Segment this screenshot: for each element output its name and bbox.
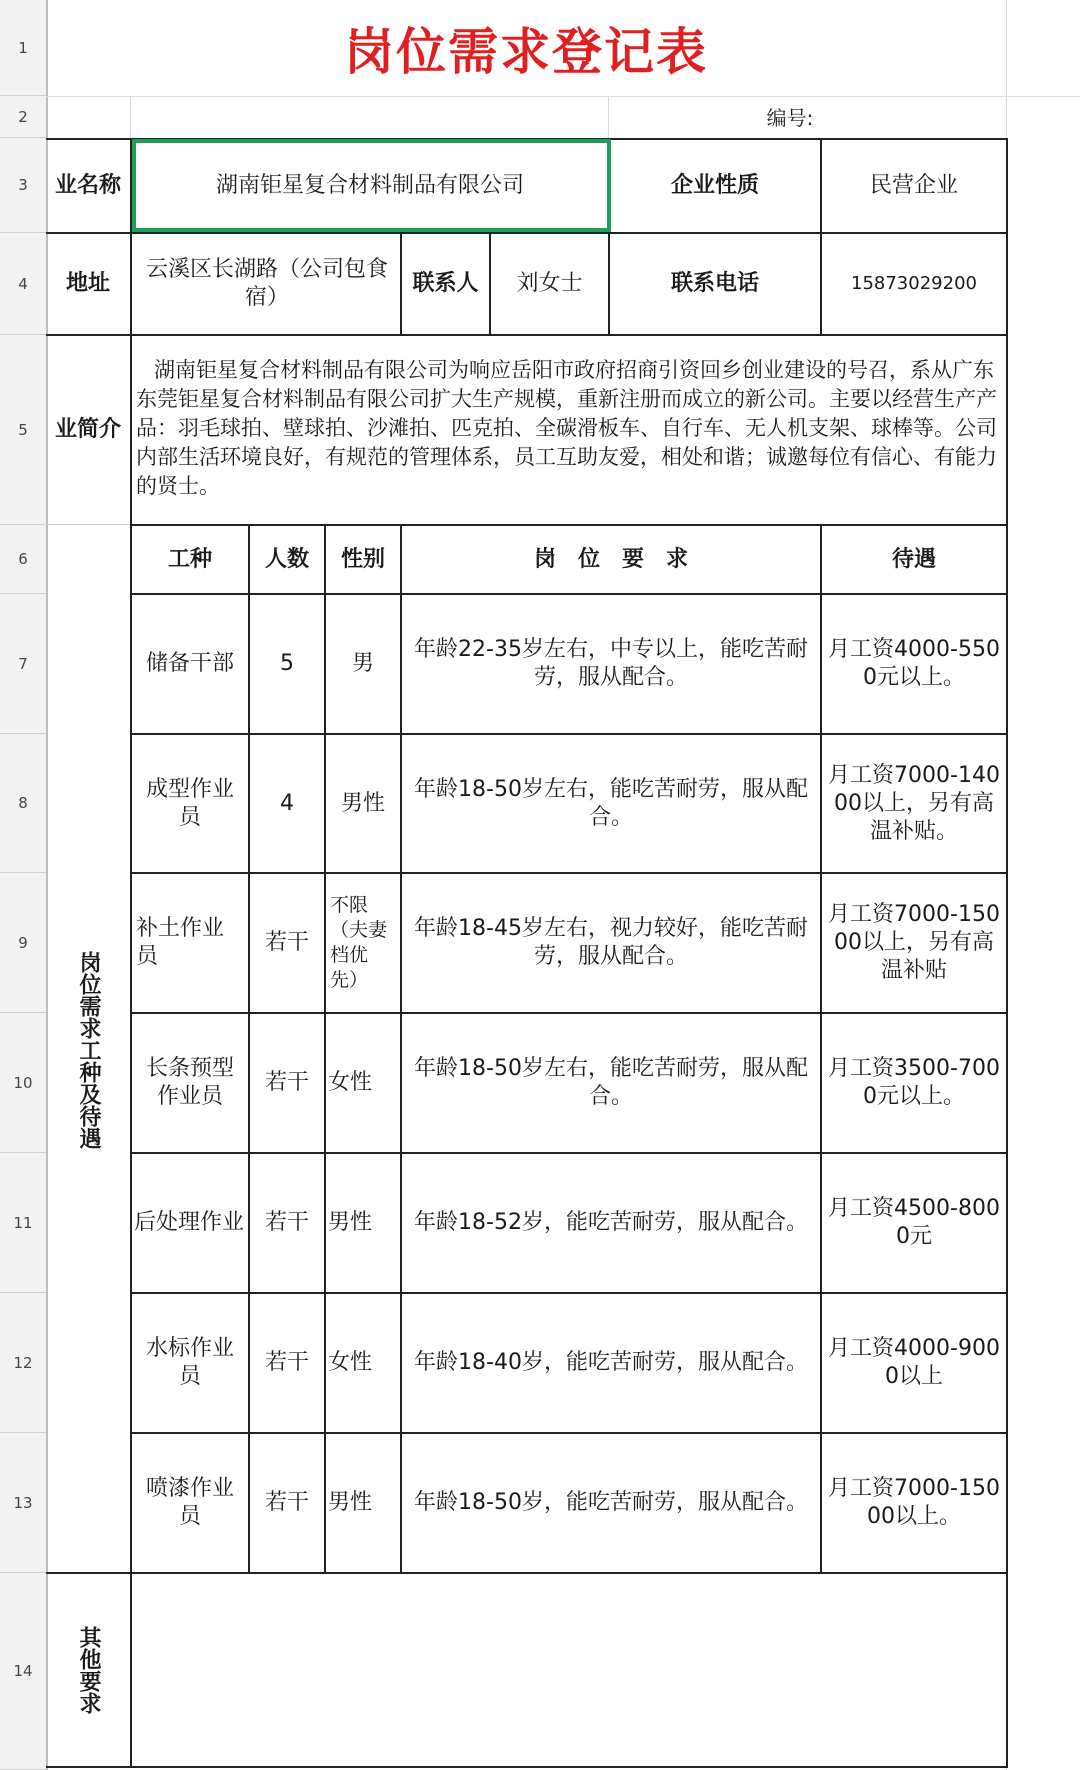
job-requirements-cell[interactable]: 年龄18-50岁左右，能吃苦耐劳，服从配合。 <box>414 1056 808 1109</box>
job-count-cell[interactable]: 若干 <box>264 1070 309 1095</box>
header-requirements: 岗 位 要 求 <box>533 546 688 572</box>
row-number[interactable]: 1 <box>0 0 46 96</box>
job-type-cell[interactable]: 补土作业员 <box>136 916 225 969</box>
job-pay-cell[interactable]: 月工资4000-5500元以上。 <box>828 637 1000 690</box>
contact-cell[interactable]: 刘女士 <box>516 271 583 296</box>
job-type-cell[interactable]: 水标作业员 <box>145 1336 234 1389</box>
row-number[interactable]: 5 <box>0 335 46 525</box>
job-type-cell[interactable]: 成型作业员 <box>145 776 234 830</box>
job-pay-cell[interactable]: 月工资4500-8000元 <box>828 1196 1000 1249</box>
row-number[interactable]: 12 <box>0 1293 46 1433</box>
job-type-cell[interactable]: 长条预型作业员 <box>145 1056 234 1109</box>
row-number[interactable]: 10 <box>0 1013 46 1153</box>
job-count-cell[interactable]: 若干 <box>264 1210 309 1235</box>
grid-line <box>130 96 131 138</box>
row-number[interactable]: 7 <box>0 594 46 734</box>
company-nature-cell[interactable]: 民营企业 <box>869 173 958 198</box>
job-requirements-cell[interactable]: 年龄22-35岁左右，中专以上，能吃苦耐劳，服从配合。 <box>414 637 808 690</box>
job-gender-cell[interactable]: 男性 <box>340 790 385 816</box>
job-count-cell[interactable]: 5 <box>280 651 294 676</box>
grid-line <box>46 524 130 525</box>
phone-cell[interactable]: 15873029200 <box>851 273 977 294</box>
address-cell[interactable]: 云溪区长湖路（公司包食宿） <box>145 257 388 310</box>
header-gender: 性别 <box>340 546 385 572</box>
row-number[interactable]: 2 <box>0 96 46 138</box>
jobs-section-label: 岗位需求工种及待遇 <box>76 951 101 1149</box>
job-gender-cell[interactable]: 男性 <box>328 1490 373 1515</box>
job-requirements-cell[interactable]: 年龄18-50岁左右，能吃苦耐劳，服从配合。 <box>414 776 808 830</box>
page-title: 岗位需求登记表 <box>344 23 708 81</box>
contact-label: 联系人 <box>412 271 479 296</box>
table-border <box>46 334 1008 336</box>
job-requirements-cell[interactable]: 年龄18-52岁，能吃苦耐劳，服从配合。 <box>414 1210 808 1235</box>
row-number[interactable]: 13 <box>0 1433 46 1573</box>
row-number[interactable]: 11 <box>0 1153 46 1293</box>
address-label: 地址 <box>65 271 110 296</box>
company-name-label: 业名称 <box>54 173 121 198</box>
selected-cell-highlight <box>132 139 611 232</box>
job-gender-cell[interactable]: 女性 <box>328 1070 373 1095</box>
intro-label: 业简介 <box>54 417 121 442</box>
grid-line <box>46 96 1080 97</box>
company-name-cell[interactable]: 湖南钜星复合材料制品有限公司 <box>215 173 524 198</box>
header-type: 工种 <box>167 546 212 572</box>
other-requirements-label: 其他要求 <box>76 1626 101 1714</box>
serial-number-label: 编号: <box>766 106 814 130</box>
other-requirements-cell[interactable] <box>132 1574 1006 1766</box>
job-gender-cell[interactable]: 不限（夫妻档优先） <box>330 894 388 991</box>
job-pay-cell[interactable]: 月工资7000-14000以上，另有高温补贴。 <box>828 762 1000 844</box>
job-requirements-cell[interactable]: 年龄18-45岁左右，视力较好，能吃苦耐劳，服从配合。 <box>414 916 808 969</box>
row-number-gutter <box>0 0 48 1770</box>
job-count-cell[interactable]: 若干 <box>264 1350 309 1375</box>
row-number[interactable]: 9 <box>0 873 46 1013</box>
job-type-cell[interactable]: 储备干部 <box>145 651 234 676</box>
job-pay-cell[interactable]: 月工资7000-15000以上，另有高温补贴 <box>828 902 1000 983</box>
grid-line <box>608 96 609 138</box>
job-pay-cell[interactable]: 月工资3500-7000元以上。 <box>828 1056 1000 1109</box>
job-gender-cell[interactable]: 女性 <box>328 1350 373 1375</box>
company-nature-label: 企业性质 <box>670 173 759 198</box>
table-border <box>1006 138 1008 1768</box>
job-count-cell[interactable]: 若干 <box>264 930 309 955</box>
row-number[interactable]: 14 <box>0 1573 46 1770</box>
job-count-cell[interactable]: 若干 <box>264 1490 309 1515</box>
job-count-cell[interactable]: 4 <box>280 790 294 816</box>
job-gender-cell[interactable]: 男性 <box>328 1210 373 1235</box>
header-pay: 待遇 <box>891 546 936 572</box>
job-type-cell[interactable]: 喷漆作业员 <box>145 1476 234 1529</box>
row-number[interactable]: 6 <box>0 525 46 594</box>
phone-label: 联系电话 <box>670 271 759 296</box>
company-intro-cell[interactable]: 湖南钜星复合材料制品有限公司为响应岳阳市政府招商引资回乡创业建设的号召，系从广东东莞钜星复合材料制品有限公司扩大生产规模，重新注册而成立的新公司。主要以经营生产产品：羽毛球拍、壁球拍、沙滩拍、匹克拍、全碳滑板车、自行车、无人机支架、球棒等。公司内部生活环境良好，有规范的管理体系，员工互助友爱，相处和谐；诚邀每位有信心、有能力的贤士。 <box>136 358 997 498</box>
job-gender-cell[interactable]: 男 <box>351 651 374 676</box>
row-number[interactable]: 8 <box>0 734 46 873</box>
job-requirements-cell[interactable]: 年龄18-40岁，能吃苦耐劳，服从配合。 <box>414 1350 808 1375</box>
job-type-cell[interactable]: 后处理作业 <box>134 1210 245 1235</box>
header-count: 人数 <box>264 546 309 572</box>
job-pay-cell[interactable]: 月工资7000-15000以上。 <box>828 1476 1000 1529</box>
row-number[interactable]: 4 <box>0 233 46 335</box>
row-number[interactable]: 3 <box>0 138 46 233</box>
table-border <box>46 1766 1008 1768</box>
job-requirements-cell[interactable]: 年龄18-50岁，能吃苦耐劳，服从配合。 <box>414 1490 808 1515</box>
job-pay-cell[interactable]: 月工资4000-9000以上 <box>828 1336 1000 1389</box>
